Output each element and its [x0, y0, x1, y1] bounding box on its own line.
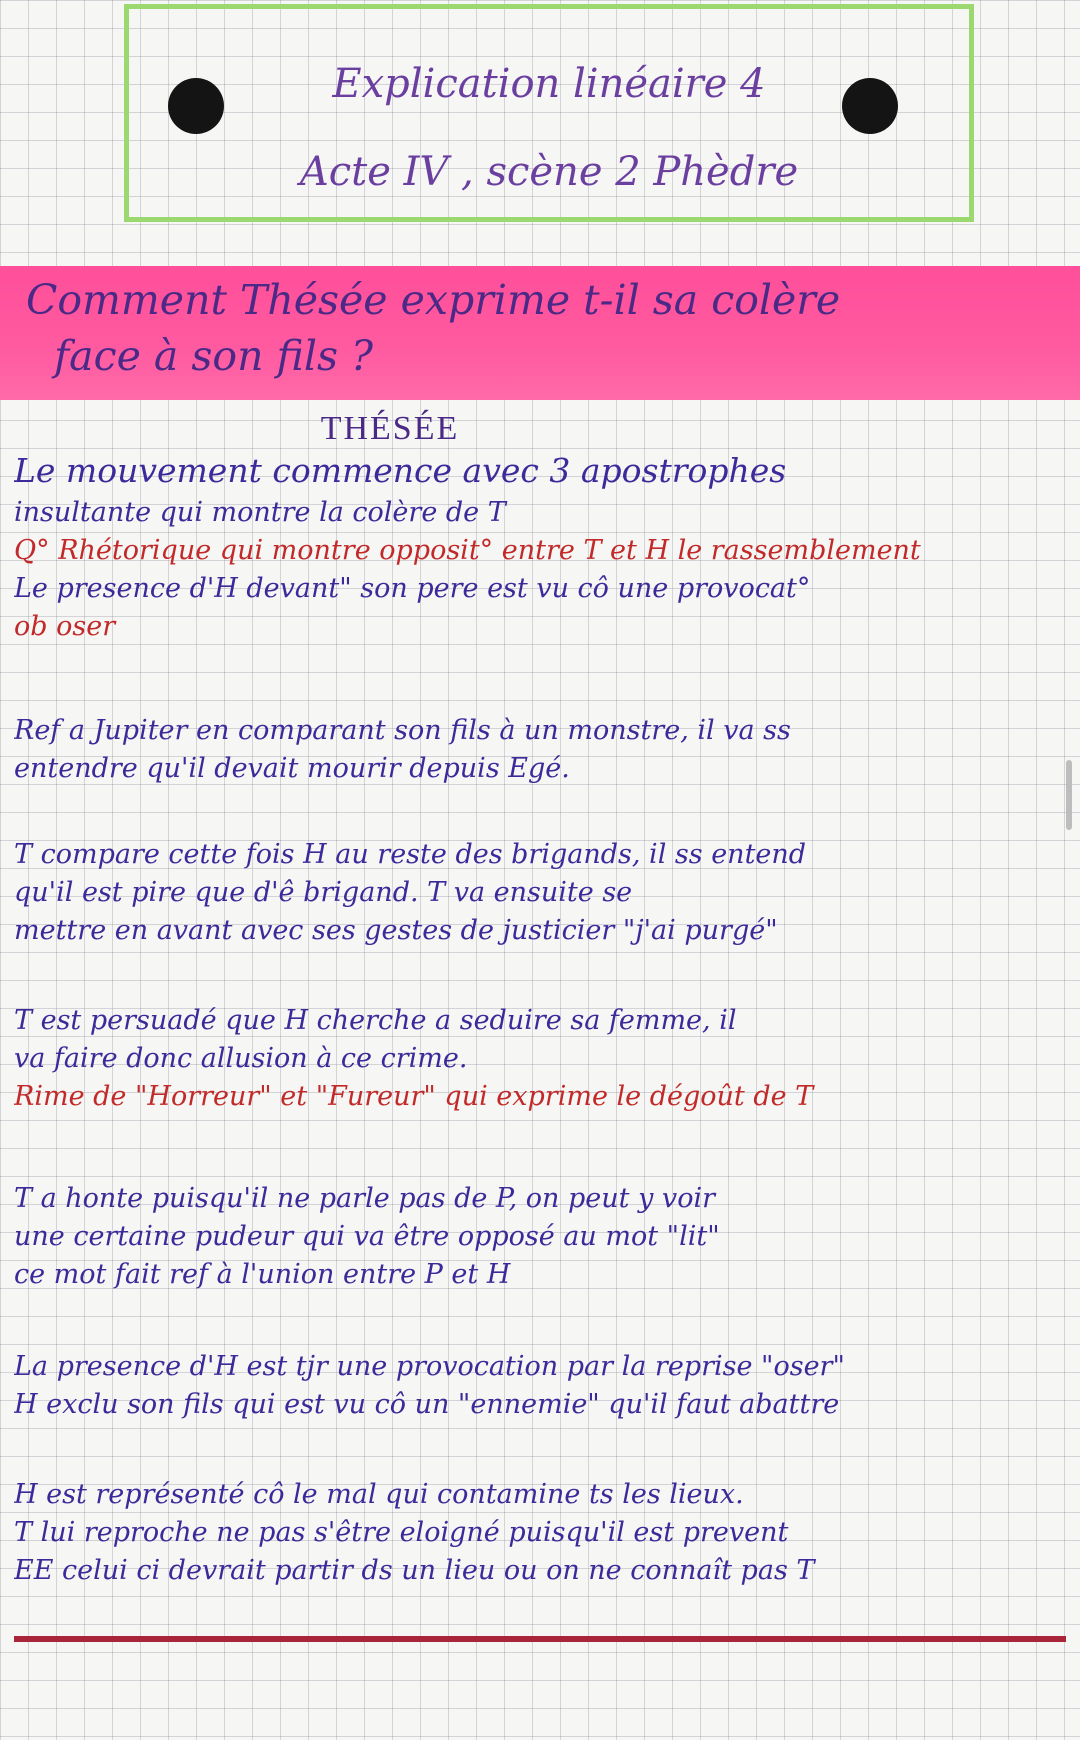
paragraph-line: va faire donc allusion à ce crime.	[14, 1043, 468, 1074]
paragraph-line: Le presence d'H devant" son pere est vu cô une provocat°	[14, 573, 811, 604]
paragraph-line: T a honte puisqu'il ne parle pas de P, on peut y voir	[14, 1183, 715, 1214]
question-line: Comment Thésée exprime t-il sa colère	[26, 276, 841, 324]
paragraph-line: T lui reproche ne pas s'être eloigné puisqu'il est prevent	[14, 1517, 789, 1548]
bottom-rule	[14, 1636, 1066, 1642]
paragraph-line: une certaine pudeur qui va être opposé au mot "lit"	[14, 1221, 720, 1252]
paragraph	[14, 712, 1064, 788]
paragraph-line: EE celui ci devrait partir ds un lieu ou on ne connaît pas T	[14, 1555, 815, 1586]
paragraph-line: mettre en avant avec ses gestes de justicier "j'ai purgé"	[14, 915, 778, 946]
page-edge-mark	[1066, 760, 1072, 830]
paragraph-line: La presence d'H est tjr une provocation par la reprise "oser"	[14, 1351, 845, 1382]
question-line: face à son fils ?	[54, 332, 374, 380]
paragraph	[14, 836, 1064, 950]
paragraph-line: T est persuadé que H cherche a seduire sa femme, il	[14, 1005, 737, 1036]
paragraph-line: T compare cette fois H au reste des brigands, il ss entend	[14, 839, 807, 870]
paragraph-line: H exclu son fils qui est vu cô un "ennemie" qu'il faut abattre	[14, 1389, 840, 1420]
paragraph-line: H est représenté cô le mal qui contamine ts les lieux.	[14, 1479, 744, 1510]
paragraph-line: insultante qui montre la colère de T	[14, 497, 506, 528]
paragraph-line: Le mouvement commence avec 3 apostrophes	[14, 451, 787, 490]
paragraph	[14, 1348, 1064, 1424]
paragraph	[14, 1002, 1064, 1116]
paragraph-line: ob oser	[14, 611, 116, 642]
paragraph-line: Rime de "Horreur" et "Fureur" qui exprime le dégoût de T	[14, 1081, 814, 1112]
paragraph-line: entendre qu'il devait mourir depuis Egé.	[14, 753, 570, 784]
binder-hole-right	[842, 78, 898, 134]
page-subtitle: Acte IV , scène 2 Phèdre	[299, 149, 799, 195]
page-title: Explication linéaire 4	[332, 61, 766, 107]
paragraph-line: qu'il est pire que d'ê brigand. T va ensuite se	[14, 877, 633, 908]
binder-hole-left	[168, 78, 224, 134]
paragraph	[14, 448, 1064, 646]
paragraph-line: Q° Rhétorique qui montre opposit° entre T et H le rassemblement	[14, 535, 921, 566]
paragraph	[14, 1476, 1064, 1590]
paragraph-line: Ref a Jupiter en comparant son fils à un monstre, il va ss	[14, 715, 791, 746]
question-block	[26, 272, 1066, 384]
paragraph	[14, 1180, 1064, 1294]
paragraph-line: ce mot fait ref à l'union entre P et H	[14, 1259, 511, 1290]
section-heading: THÉSÉE	[320, 410, 460, 447]
